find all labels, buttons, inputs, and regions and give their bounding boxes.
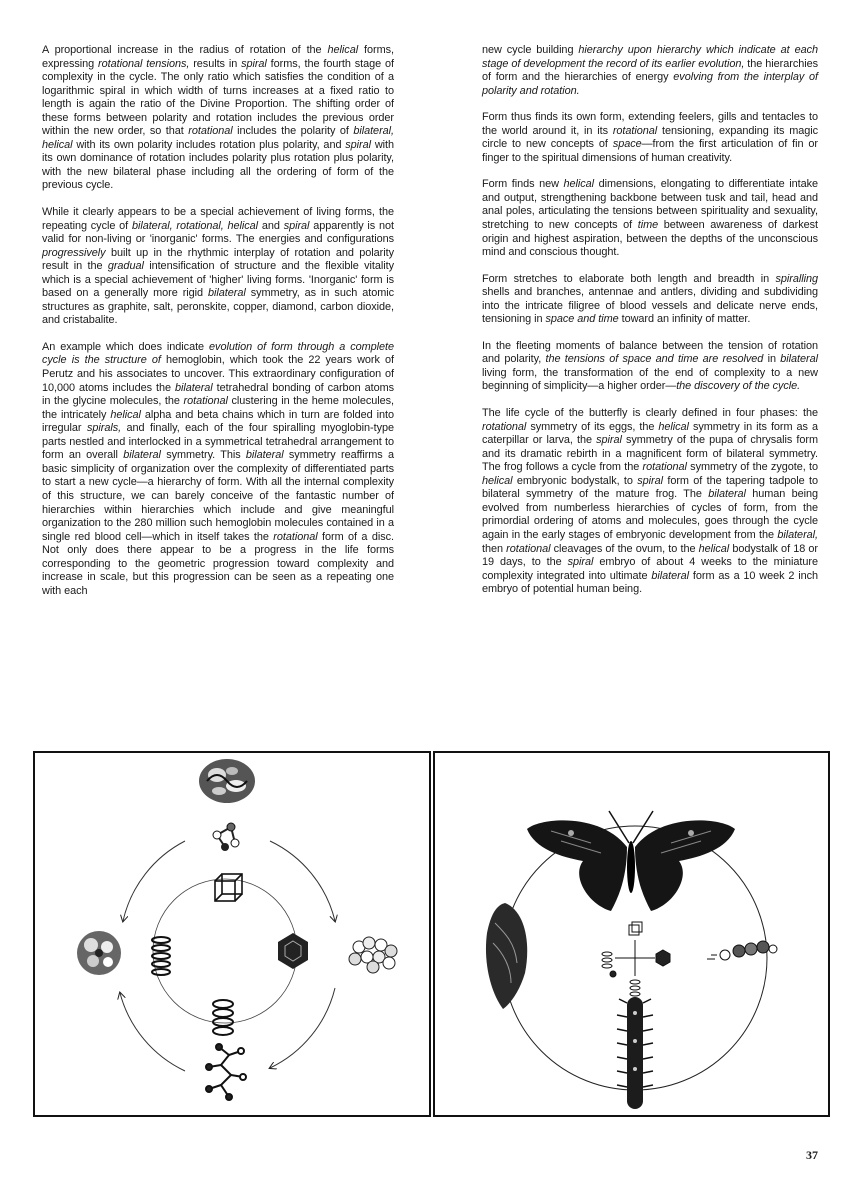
left-paragraph-3-run-13: bilateral bbox=[245, 449, 284, 462]
right-paragraph-6-run-22: embryo of about 4 weeks to the miniature complexity integrated into ultimate bbox=[482, 556, 819, 582]
left-paragraph-3 bbox=[42, 341, 394, 598]
hemoglobin-cycle-figure bbox=[33, 751, 431, 1117]
right-paragraph-6-run-0: The life cycle of the butterfly is clearly defined in four phases: the bbox=[482, 407, 818, 420]
right-paragraph-3-run-1: helical bbox=[563, 178, 595, 191]
right-paragraph-6-run-1: rotational bbox=[482, 420, 527, 433]
small-coil-icon-bottom bbox=[630, 980, 640, 996]
left-paragraph-2-run-0: While it clearly appears to be a special achievement of living forms, the repeating cycle of bbox=[42, 206, 394, 232]
right-paragraph-4 bbox=[482, 273, 818, 327]
left-paragraph-1 bbox=[42, 44, 394, 193]
left-paragraph-2-run-3: spiral bbox=[283, 219, 310, 232]
left-paragraph-1-run-4: results in bbox=[189, 57, 242, 70]
left-paragraph-1-run-2: forms, expressing bbox=[42, 44, 394, 70]
left-paragraph-3-run-9: spirals, bbox=[86, 422, 122, 435]
right-paragraph-1-run-1: hierarchy upon hierarchy which indicate at each stage of development the record of its earlier evolution, bbox=[482, 44, 818, 70]
right-paragraph-1-run-3: evolving from the interplay of polarity and rotation. bbox=[482, 71, 818, 97]
right-paragraph-6-run-13: bilateral bbox=[708, 488, 746, 501]
left-paragraph-3-run-4: tetrahedral bonding of carbon atoms in the glycine molecules, the bbox=[42, 381, 394, 408]
left-paragraph-1-run-8: includes the polarity of bbox=[232, 125, 354, 138]
page-number: 37 bbox=[806, 1148, 818, 1162]
right-paragraph-2-run-1: rotational bbox=[612, 124, 658, 137]
small-coil-icon-left bbox=[602, 952, 612, 968]
right-paragraph-1-run-0: new cycle building bbox=[482, 44, 579, 56]
right-paragraph-6-run-12: form of the tapering tadpole to bilateral symmetry of the mature frog. The bbox=[482, 474, 818, 501]
left-paragraph-2-run-1: bilateral, rotational, helical bbox=[131, 219, 259, 232]
right-text-column bbox=[482, 44, 818, 597]
right-paragraph-3 bbox=[482, 178, 818, 259]
outer-cycle-arc-2 bbox=[270, 841, 335, 921]
left-paragraph-2 bbox=[42, 206, 394, 328]
right-paragraph-4-run-0: Form stretches to elaborate both length and breadth in bbox=[482, 272, 776, 285]
right-paragraph-2-run-3: space bbox=[612, 138, 642, 151]
left-paragraph-1-run-0: A proportional increase in the radius of rotation of the bbox=[42, 44, 328, 56]
right-paragraph-2-run-0: Form thus finds its own form, extending feelers, gills and tentacles to the world around it, in its bbox=[482, 111, 818, 137]
right-paragraph-6-run-24: form as a 10 week 2 inch embryo of potential human being. bbox=[482, 569, 818, 596]
right-paragraph-6-run-5: spiral bbox=[596, 434, 622, 447]
right-paragraph-5-run-0: In the fleeting moments of balance between the tension of rotation and polarity, bbox=[482, 339, 818, 366]
left-paragraph-1-run-11: spiral bbox=[345, 138, 372, 151]
right-paragraph-6-run-3: helical bbox=[658, 420, 689, 433]
glycine-molecule-icon bbox=[213, 823, 239, 851]
small-hexagon-icon bbox=[656, 950, 670, 966]
right-paragraph-6-run-16: then bbox=[482, 542, 507, 555]
right-paragraph-5-run-2: in bbox=[763, 353, 781, 366]
left-paragraph-2-run-9: bilateral bbox=[208, 287, 246, 300]
left-paragraph-2-run-5: progressively bbox=[42, 246, 106, 259]
right-paragraph-6-run-19: helical bbox=[698, 542, 730, 555]
heme-hexagon-icon bbox=[278, 933, 308, 969]
right-paragraph-6-run-8: symmetry of the zygote, to bbox=[686, 461, 818, 474]
hemoglobin-cycle-illustration bbox=[35, 753, 429, 1115]
left-paragraph-1-run-10: with its own polarity includes rotation plus polarity, and bbox=[72, 138, 346, 151]
left-paragraph-1-run-1: helical bbox=[327, 44, 359, 56]
right-paragraph-3-run-4: between awareness of darkest origin and highest aspiration, between the depths of the unconscious mind and conscious thought. bbox=[482, 219, 819, 259]
right-paragraph-1 bbox=[482, 44, 818, 98]
right-paragraph-6-run-7: rotational bbox=[642, 461, 687, 474]
left-paragraph-3-run-7: helical bbox=[110, 408, 141, 421]
right-paragraph-6-run-6: symmetry of the pupa of chrysalis form and its dramatic rebirth in a magnificent form of bilateral symmetry. The frog follows a cycle from the bbox=[482, 434, 818, 474]
tetrahedral-cube-icon bbox=[215, 874, 242, 901]
right-paragraph-1-run-2: the hierarchies of form and the hierarchies of energy bbox=[482, 57, 818, 84]
left-paragraph-2-run-4: apparently is not valid for non-living or 'inorganic' forms. The energies and configurations bbox=[42, 219, 394, 246]
left-paragraph-3-run-3: bilateral bbox=[174, 381, 213, 394]
left-paragraph-3-run-1: evolution of form through a complete cycle is the structure of bbox=[42, 340, 394, 367]
helix-coil-icon-left bbox=[152, 937, 170, 975]
right-paragraph-6-run-2: symmetry of its eggs, the bbox=[526, 420, 659, 433]
right-paragraph-4-run-4: toward an infinity of matter. bbox=[618, 313, 751, 326]
helix-coil-icon-bottom bbox=[213, 1000, 233, 1035]
right-paragraph-6-run-9: helical bbox=[482, 474, 513, 487]
left-paragraph-3-run-8: alpha and beta chains which in turn are folded into irregular bbox=[42, 408, 395, 435]
atom-sphere-cluster-icon bbox=[349, 937, 397, 973]
chrysalis-icon bbox=[486, 903, 527, 1009]
right-paragraph-6-run-21: spiral bbox=[567, 556, 594, 569]
right-paragraph-4-run-2: shells and branches, antennae and antlers, dividing and subdividing into the intricate filigree of blood vessels and delicate nerve ends, tensioning in bbox=[482, 286, 818, 326]
right-paragraph-5-run-5: the discovery of the cycle. bbox=[676, 380, 801, 393]
left-paragraph-3-run-15: rotational bbox=[273, 530, 318, 543]
left-paragraph-2-run-8: intensification of structure and the flexible vitality which is a special achievement of 'higher' living forms. 'Inorganic' form is based on a generally more rigid bbox=[42, 260, 394, 300]
left-paragraph-1-run-3: rotational tensions, bbox=[98, 57, 190, 70]
right-paragraph-2-run-4: —from the first articulation of fin or finger to the spiritual dimensions of human creativity. bbox=[482, 138, 818, 164]
right-paragraph-6-run-11: spiral bbox=[637, 474, 663, 487]
right-paragraph-6 bbox=[482, 407, 818, 597]
left-paragraph-1-run-9: bilateral, helical bbox=[42, 125, 394, 151]
butterfly-cycle-illustration bbox=[435, 753, 828, 1115]
myoglobin-cluster-icon bbox=[77, 931, 121, 975]
left-paragraph-3-run-14: symmetry reaffirms a basic simplicity of organization over the complexity of differentiated parts to start a new cycle—a hierarchy of form. With all the internal complexity of this structure, we can barely conceive of the fantastic number of hierarchies within hierarchies which include and give meaningful organization to the 280 million such hemoglobin molecules contained in a single red blood cell—which in itself takes the bbox=[42, 449, 394, 543]
left-paragraph-1-run-7: rotational bbox=[188, 125, 233, 138]
alpha-chain-molecule-icon bbox=[206, 1044, 246, 1100]
left-paragraph-2-run-10: symmetry, as in such atomic structures as graphite, salt, peronskite, copper, diamond, carbon dioxide, and cristabalite. bbox=[42, 287, 394, 327]
left-paragraph-3-run-10: and finally, each of the four spiralling myoglobin-type parts nestled and interlocked in a symmetrical tetrahedral arrangement to form an overall bbox=[42, 422, 394, 462]
left-paragraph-3-run-11: bilateral bbox=[123, 449, 161, 462]
right-paragraph-3-run-0: Form finds new bbox=[482, 178, 564, 191]
left-paragraph-2-run-7: gradual bbox=[107, 260, 144, 273]
right-paragraph-6-run-18: cleavages of the ovum, to the bbox=[550, 542, 699, 555]
left-paragraph-1-run-5: spiral bbox=[241, 57, 267, 70]
left-text-column bbox=[42, 44, 394, 598]
left-paragraph-2-run-2: and bbox=[258, 219, 284, 232]
left-paragraph-3-run-12: symmetry. This bbox=[160, 449, 246, 462]
outer-cycle-arc-4 bbox=[120, 993, 185, 1071]
left-paragraph-2-run-6: built up in the rhythmic interplay of rotation and polarity result in the bbox=[42, 246, 394, 273]
right-paragraph-4-run-1: spiralling bbox=[775, 272, 818, 285]
right-paragraph-5-run-4: living form, the transformation of the end of complexity to a new beginning of simplicity—a higher order— bbox=[482, 366, 818, 393]
hemoglobin-molecule-icon bbox=[199, 759, 255, 803]
left-paragraph-3-run-6: clustering in the heme molecules, the intricately bbox=[42, 395, 395, 421]
right-paragraph-6-run-15: bilateral, bbox=[777, 528, 818, 541]
right-paragraph-6-run-14: human being evolved from numberless hierarchies of cycles of form, from the primordial ordering of atoms and molecules, goes through the cycle again in the early stages of embryonic development from the bbox=[482, 488, 818, 541]
right-paragraph-4-run-3: space and time bbox=[545, 313, 619, 326]
right-paragraph-6-run-4: symmetry in its form as a caterpillar or larva, the bbox=[482, 420, 818, 447]
left-paragraph-3-run-5: rotational bbox=[183, 395, 228, 408]
right-paragraph-6-run-23: bilateral bbox=[651, 569, 690, 582]
left-paragraph-3-run-16: form of a disc. Not only does there appear to be a progress in the life forms corresponding to the geometric progression toward complexity and increase in scale, but this progression can be seen as a repeating one with each bbox=[42, 530, 394, 597]
right-paragraph-3-run-2: dimensions, elongating to differentiate intake and output, strengthening backbone between tusk and tail, head and anal poles, articulating the tensions between spirituality and sexuality, stretching to new concepts of bbox=[482, 178, 819, 232]
small-cube-icon bbox=[629, 922, 642, 935]
left-paragraph-1-run-6: forms, the fourth stage of complexity in the cycle. The only ratio which satisfies the condition of a logarithmic spiral in which width of turns increases at a fixed ratio to length is again the ratio of the Divine Proportion. The shifting order of these forms between polarity and rotation includes the previous order within the new order, so that bbox=[42, 57, 394, 138]
right-paragraph-3-run-3: time bbox=[637, 219, 659, 232]
left-paragraph-3-run-0: An example which does indicate bbox=[42, 340, 210, 353]
right-paragraph-6-run-10: embryonic bodystalk, to bbox=[512, 474, 638, 487]
butterfly-cycle-figure bbox=[433, 751, 830, 1117]
right-paragraph-5-run-3: bilateral bbox=[780, 353, 818, 366]
right-paragraph-2 bbox=[482, 111, 818, 165]
right-paragraph-5-run-1: the tensions of space and time are resolved bbox=[545, 353, 764, 366]
right-paragraph-6-run-20: bodystalk of 18 or 19 days, to the bbox=[482, 542, 818, 569]
outer-cycle-arc-3 bbox=[270, 988, 335, 1068]
left-paragraph-3-run-2: hemoglobin, which took the 22 years work of Perutz and his associates to uncover. This extraordinary configuration of 10,000 atoms includes the bbox=[42, 354, 395, 394]
right-paragraph-5 bbox=[482, 340, 818, 394]
outer-cycle-arc-1 bbox=[123, 841, 185, 921]
right-paragraph-6-run-17: rotational bbox=[506, 542, 551, 555]
right-paragraph-2-run-2: tensioning, expanding its magic circle to new concepts of bbox=[482, 124, 818, 151]
caterpillar-icon bbox=[617, 997, 653, 1109]
center-symmetry-icons bbox=[602, 922, 670, 996]
left-paragraph-1-run-12: with its own dominance of rotation includes polarity plus rotation plus polarity, with the new bilateral phase including all the ordering of form of the previous cycle. bbox=[42, 138, 394, 192]
